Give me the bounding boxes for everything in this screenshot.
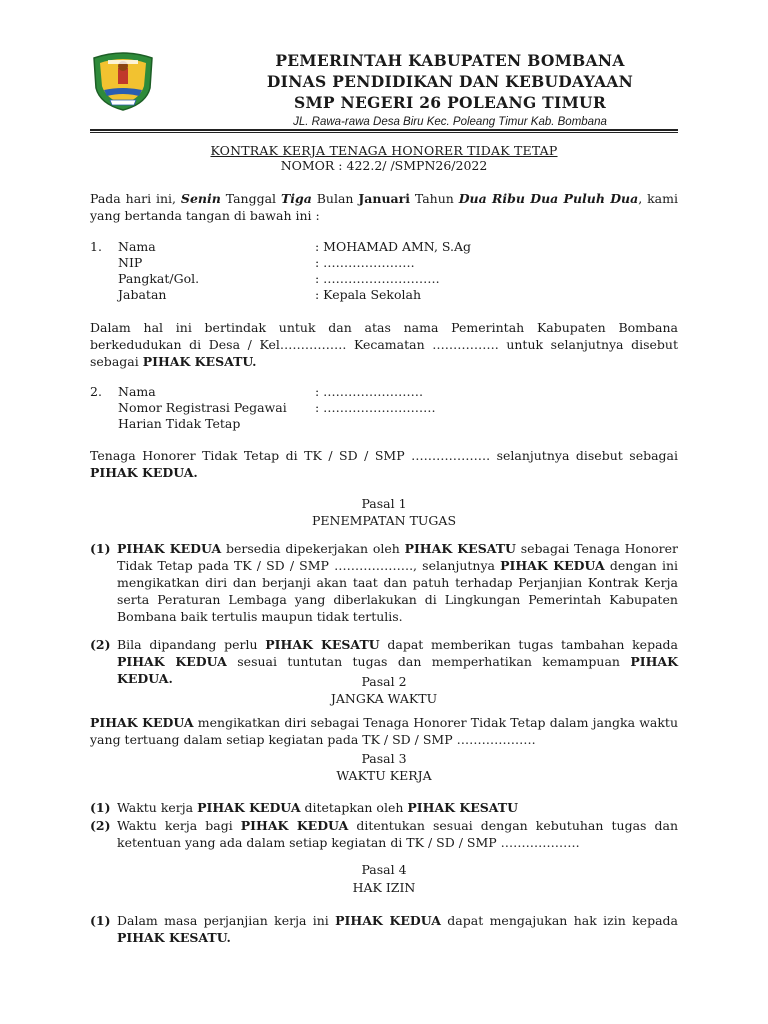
party1-position-label: Jabatan (118, 287, 167, 302)
pasal1-item1: (1) PIHAK KEDUA bersedia dipekerjakan oleh PIHAK KESATU sebagai Tenaga Honorer Tidak Tetap pada TK / SD / SMP ………………., selanjutnya PIHAK KEDUA dengan ini mengikatkan diri dan berjanji akan taat dan patuh terhadap Perjanjian Kontrak Kerja serta Peraturan Lembaga yang diberlakukan di Lingkungan Pemerintah Kabupaten Bombana baik tertulis maupun tidak tertulis. (90, 541, 678, 624)
pasal1-title: PENEMPATAN TUGAS (311, 513, 457, 528)
pasal4-item1: (1) Dalam masa perjanjian kerja ini PIHAK KEDUA dapat mengajukan hak izin kepada PIHAK KESATU. (90, 913, 678, 945)
document-title: KONTRAK KERJA TENAGA HONORER TIDAK TETAP (210, 143, 558, 158)
letterhead-address: JL. Rawa-rawa Desa Biru Kec. Poleang Timur Kab. Bombana (293, 116, 607, 128)
pasal1-item2: (2) Bila dipandang perlu PIHAK KESATU dapat memberikan tugas tambahan kepada PIHAK KEDUA sesuai tuntutan tugas dan memperhatikan kemampuan PIHAK KEDUA. (90, 637, 678, 686)
party1-position-value: : Kepala Sekolah (315, 287, 422, 302)
letterhead-government: PEMERINTAH KABUPATEN BOMBANA (275, 51, 625, 70)
header-divider-thick (90, 129, 678, 131)
pasal2-title: JANGKA WAKTU (330, 691, 438, 706)
pasal3-item1: (1) Waktu kerja PIHAK KEDUA ditetapkan oleh PIHAK KESATU (90, 800, 518, 815)
letterhead-school: SMP NEGERI 26 POLEANG TIMUR (293, 93, 607, 112)
document-number: NOMOR : 422.2/ /SMPN26/2022 (280, 158, 488, 173)
header-divider-thin (90, 132, 678, 133)
government-emblem-icon (90, 50, 156, 112)
letterhead-department: DINAS PENDIDIKAN DAN KEBUDAYAAN (266, 72, 634, 91)
party1-name-value: : MOHAMAD AMN, S.Ag (315, 239, 472, 254)
party2-reg-label: Nomor Registrasi Pegawai (118, 400, 287, 415)
intro-paragraph: Pada hari ini, Senin Tanggal Tiga Bulan Januari Tahun Dua Ribu Dua Puluh Dua, kami yang bertanda tangan di bawah ini : (90, 191, 678, 223)
party2-name-value: : …………………… (315, 384, 424, 399)
party1-rank-value: : ………………………. (315, 271, 440, 286)
party1-description: Dalam hal ini bertindak untuk dan atas nama Pemerintah Kabupaten Bombana berkedudukan di Desa / Kel……………. Kecamatan ……………. untuk selanjutnya disebut sebagai PIHAK KESATU. (90, 320, 678, 369)
pasal3-title: WAKTU KERJA (336, 768, 432, 783)
party1-rank-label: Pangkat/Gol. (118, 271, 200, 286)
pasal2-text: PIHAK KEDUA mengikatkan diri sebagai Tenaga Honorer Tidak Tetap dalam jangka waktu yang tertuang dalam setiap kegiatan pada TK / SD / SMP ………………. (90, 715, 678, 747)
party1-name-label: Nama (118, 239, 156, 254)
party2-description: Tenaga Honorer Tidak Tetap di TK / SD / SMP ………………. selanjutnya disebut sebagai PIHAK KEDUA. (90, 448, 678, 480)
pasal1-number: Pasal 1 (361, 496, 407, 511)
party1-number: 1. (90, 239, 102, 254)
party2-number: 2. (90, 384, 102, 399)
pasal3-number: Pasal 3 (361, 751, 407, 766)
pasal4-number: Pasal 4 (361, 862, 407, 877)
pasal2-number: Pasal 2 (361, 674, 407, 689)
party1-nip-value: : …………………. (315, 255, 415, 270)
party1-nip-label: NIP (118, 255, 143, 270)
pasal3-item2: (2) Waktu kerja bagi PIHAK KEDUA ditentukan sesuai dengan kebutuhan tugas dan ketentuan yang ada dalam setiap kegiatan di TK / SD / SMP ………………. (90, 818, 678, 850)
party2-reg-label-cont: Harian Tidak Tetap (118, 416, 241, 431)
pasal4-title: HAK IZIN (352, 880, 416, 895)
letterhead (170, 50, 730, 128)
party2-reg-value: : ……………………… (315, 400, 436, 415)
party2-name-label: Nama (118, 384, 156, 399)
